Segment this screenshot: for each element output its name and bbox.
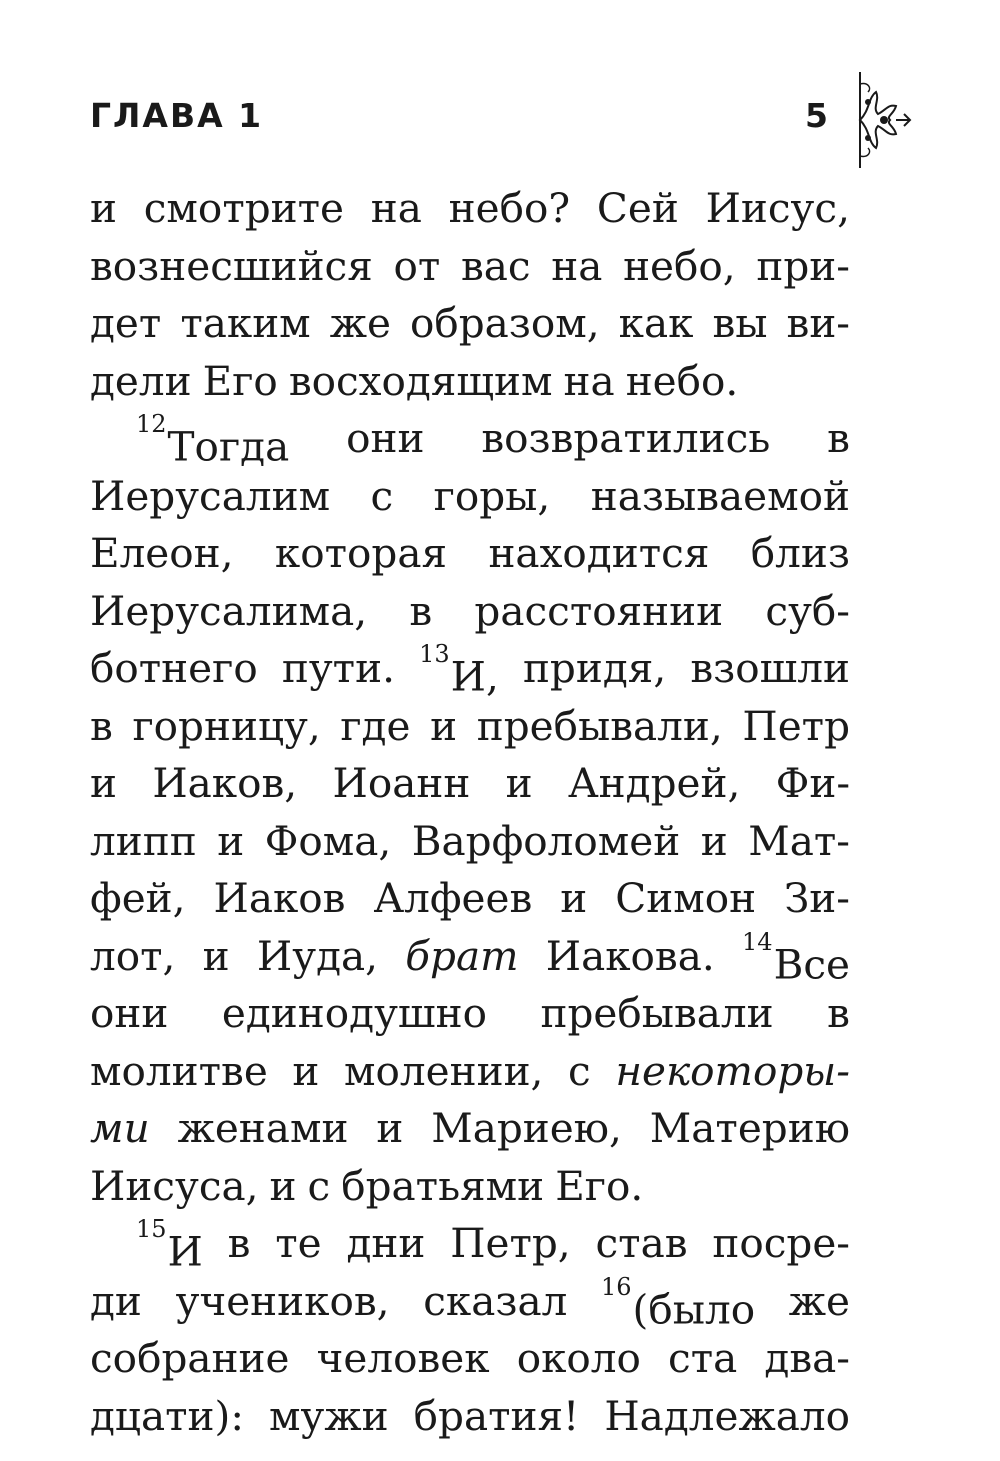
word xyxy=(517,1330,641,1388)
word-text: таким xyxy=(180,299,311,347)
word xyxy=(90,1043,268,1101)
word xyxy=(346,1215,425,1273)
verse-number: 12 xyxy=(136,410,167,438)
word-text: Андрей, xyxy=(568,759,741,807)
word xyxy=(132,698,320,756)
word xyxy=(330,295,391,353)
word xyxy=(410,295,600,353)
word xyxy=(560,870,587,928)
word-text: дели xyxy=(90,356,192,405)
word xyxy=(615,870,756,928)
word-text: лот, xyxy=(90,931,176,980)
word xyxy=(546,928,715,986)
word xyxy=(90,468,330,526)
word xyxy=(341,1158,544,1216)
word-text: Сей xyxy=(596,184,679,232)
word-text: Иаков xyxy=(213,874,346,922)
word-text: Алфеев xyxy=(373,874,533,922)
word xyxy=(474,583,723,641)
word xyxy=(90,928,175,986)
word xyxy=(90,525,234,583)
text-line xyxy=(90,353,850,411)
word xyxy=(344,1043,543,1101)
chapter-title: ГЛАВА 1 xyxy=(90,96,264,135)
word xyxy=(481,410,770,468)
word-text: в xyxy=(227,1219,251,1267)
word xyxy=(756,238,850,296)
page-number: 5 xyxy=(805,96,830,135)
word xyxy=(180,295,310,353)
word-text: пребывали, xyxy=(476,701,723,750)
word-text: Зи- xyxy=(784,874,850,922)
word xyxy=(597,180,679,238)
word-text: же xyxy=(788,1276,850,1325)
word xyxy=(90,1273,142,1331)
word-text: называемой xyxy=(590,471,850,520)
word-text: два- xyxy=(764,1334,850,1382)
word xyxy=(214,870,346,928)
word-text: брат xyxy=(405,931,519,980)
word-text: где xyxy=(340,701,411,750)
word-text: дни xyxy=(346,1219,426,1267)
word-text: горы, xyxy=(433,471,551,520)
word-text: Материю xyxy=(649,1104,850,1152)
word xyxy=(292,1043,319,1101)
word-text: те xyxy=(275,1219,322,1267)
word xyxy=(275,525,447,583)
word-text: как xyxy=(618,299,694,347)
word-text: и xyxy=(269,1161,297,1210)
word xyxy=(742,698,850,756)
word-text: восходящим xyxy=(288,356,553,405)
word-text: ста xyxy=(668,1334,738,1382)
word xyxy=(776,755,850,813)
text-line xyxy=(90,1273,850,1331)
word-text: ди xyxy=(90,1276,142,1325)
word xyxy=(289,353,553,411)
word xyxy=(601,1273,755,1331)
word-text: мужи xyxy=(269,1391,389,1440)
word-text: Мат- xyxy=(748,816,850,865)
word-text: и xyxy=(202,931,230,980)
word-text: и xyxy=(292,1046,320,1095)
word xyxy=(90,1388,244,1446)
text-line xyxy=(90,928,850,986)
word xyxy=(419,640,499,701)
word-text: пребывали xyxy=(540,989,774,1037)
word xyxy=(595,1215,687,1273)
word-text: Иерусалим xyxy=(90,471,331,520)
text-line xyxy=(90,985,850,1043)
word-text: некоторы- xyxy=(615,1046,850,1095)
word xyxy=(742,928,850,986)
text-line xyxy=(90,238,850,296)
word-text: Все xyxy=(773,940,850,988)
word-text: Иерусалима, xyxy=(90,586,368,635)
word-text: находится xyxy=(488,529,710,577)
word xyxy=(827,410,850,468)
word-text: на xyxy=(563,356,615,405)
word xyxy=(333,755,471,813)
word-text: молении, xyxy=(344,1046,544,1095)
word-text: ми xyxy=(90,1104,150,1152)
word xyxy=(203,353,278,411)
word-text: в xyxy=(409,586,433,635)
word-text: Тогда xyxy=(167,422,290,471)
word-text: небо? xyxy=(448,184,571,232)
text-line xyxy=(90,870,850,928)
verse-number: 14 xyxy=(742,927,773,956)
word xyxy=(650,1100,850,1158)
word xyxy=(748,813,850,871)
word xyxy=(615,1043,850,1101)
word xyxy=(176,1273,390,1331)
word-text: небо. xyxy=(625,356,739,405)
word-text: около xyxy=(516,1334,641,1382)
word-text: близ xyxy=(750,529,850,577)
word-text: учеников, xyxy=(175,1276,390,1325)
word xyxy=(257,928,378,986)
word-text: с xyxy=(568,1046,591,1095)
word xyxy=(270,1158,297,1216)
word xyxy=(90,640,258,698)
word-text: вас xyxy=(460,241,531,290)
word-text: взошли xyxy=(690,644,850,692)
word xyxy=(623,238,736,296)
word-text: суб- xyxy=(765,586,850,635)
word xyxy=(712,295,767,353)
text-line xyxy=(90,755,850,813)
text-line xyxy=(90,468,850,526)
word xyxy=(405,928,518,986)
word xyxy=(540,985,773,1043)
word xyxy=(701,813,728,871)
word xyxy=(90,295,161,353)
word xyxy=(523,640,666,698)
word-text: и xyxy=(217,816,245,865)
text-line xyxy=(90,1330,850,1388)
word xyxy=(477,698,723,756)
word xyxy=(90,353,192,411)
word-text: с xyxy=(307,1161,331,1210)
text-line xyxy=(90,295,850,353)
word xyxy=(90,1158,259,1216)
word-text: фей, xyxy=(90,874,186,922)
word xyxy=(551,238,602,296)
word xyxy=(461,238,531,296)
word xyxy=(178,1100,349,1158)
word xyxy=(564,353,615,411)
word xyxy=(784,870,850,928)
word-text: Петр, xyxy=(450,1219,571,1267)
word-text: И, xyxy=(450,652,499,701)
word-text: в xyxy=(827,414,850,462)
word xyxy=(282,640,395,698)
word xyxy=(136,1215,203,1276)
word-text: на xyxy=(370,184,422,232)
word xyxy=(712,1215,850,1273)
word-text: ви- xyxy=(786,299,850,347)
text-line xyxy=(90,180,850,238)
word xyxy=(488,525,709,583)
word xyxy=(787,295,850,353)
word-text: став xyxy=(595,1219,688,1267)
word-text: Иаков, xyxy=(152,759,298,807)
word xyxy=(393,238,440,296)
word-text: посре- xyxy=(712,1219,850,1267)
word xyxy=(90,813,197,871)
verse-number: 16 xyxy=(601,1272,632,1301)
word-text: братия! xyxy=(413,1391,580,1440)
word xyxy=(619,295,694,353)
word-text: и xyxy=(430,701,458,750)
word xyxy=(90,1330,289,1388)
word-text: смотрите xyxy=(143,184,345,232)
word-text: Его. xyxy=(555,1161,644,1210)
word-text: они xyxy=(346,414,425,462)
text-line xyxy=(90,1043,850,1101)
word xyxy=(90,180,117,238)
word-text: от xyxy=(393,241,441,290)
word-text: сказал xyxy=(423,1276,568,1325)
word-text: при- xyxy=(756,241,850,290)
word xyxy=(90,755,117,813)
word xyxy=(269,1388,389,1446)
word-text: которая xyxy=(274,529,448,577)
word xyxy=(222,985,487,1043)
text-line xyxy=(90,698,850,756)
word-text: же xyxy=(329,299,391,347)
word-text: они xyxy=(90,989,169,1037)
word xyxy=(144,180,344,238)
word-text: вознесшийся xyxy=(90,241,373,290)
word-text: Фома, xyxy=(264,816,392,865)
word xyxy=(434,468,551,526)
word-text: и xyxy=(90,759,117,807)
word xyxy=(450,1215,571,1273)
word-text: в xyxy=(90,701,113,750)
word xyxy=(203,928,230,986)
word-text: Симон xyxy=(615,874,757,922)
body-text xyxy=(90,180,850,1445)
word xyxy=(373,870,532,928)
word-text: Иуда, xyxy=(256,931,379,980)
word-text: и xyxy=(90,184,117,232)
word xyxy=(668,1330,737,1388)
word-text: Иисус, xyxy=(705,184,850,232)
word xyxy=(568,755,740,813)
word-text: братьями xyxy=(341,1161,545,1210)
word xyxy=(604,1388,850,1446)
word-text: Его xyxy=(202,356,278,405)
word-text: Фи- xyxy=(775,759,850,807)
word xyxy=(346,410,424,468)
text-line xyxy=(90,1100,850,1158)
word xyxy=(90,1100,150,1158)
word-text: Петр xyxy=(742,701,850,750)
word xyxy=(430,698,457,756)
word-text: Елеон, xyxy=(90,529,234,577)
word-text: небо, xyxy=(623,241,736,290)
verse-number: 13 xyxy=(419,640,450,668)
word-text: дет xyxy=(90,299,162,347)
text-line xyxy=(90,583,850,641)
word-text: молитве xyxy=(90,1046,268,1095)
word-text: на xyxy=(551,241,603,290)
word xyxy=(626,353,739,411)
word xyxy=(90,698,113,756)
verse-number: 15 xyxy=(136,1215,167,1243)
text-line xyxy=(90,640,850,701)
word xyxy=(765,583,850,641)
word-text: дцати): xyxy=(90,1391,244,1440)
word xyxy=(409,583,432,641)
word-text: Иоанн xyxy=(332,759,471,807)
word-text: и xyxy=(700,816,728,865)
word-text: единодушно xyxy=(221,989,487,1037)
text-line xyxy=(90,410,850,471)
word xyxy=(591,468,850,526)
word xyxy=(228,1215,251,1273)
word xyxy=(90,870,186,928)
word-text: вы xyxy=(712,299,768,347)
word-text: в xyxy=(827,989,850,1037)
word xyxy=(827,985,850,1043)
word-text: Варфоломей xyxy=(411,816,681,865)
word xyxy=(275,1215,321,1273)
word xyxy=(706,180,850,238)
word xyxy=(90,238,373,296)
word-text: Надлежало xyxy=(604,1391,850,1440)
word-text: образом, xyxy=(409,299,600,347)
word xyxy=(568,1043,591,1101)
word-text: Мариею, xyxy=(431,1104,622,1152)
word-text: и xyxy=(560,874,588,922)
word-text: с xyxy=(370,471,394,520)
word xyxy=(449,180,570,238)
word-text: ботнего xyxy=(90,644,258,692)
word-text: пути. xyxy=(281,644,395,692)
text-line xyxy=(90,1215,850,1276)
word xyxy=(789,1273,850,1331)
word xyxy=(751,525,850,583)
word-text: и xyxy=(376,1104,404,1152)
text-line xyxy=(90,1388,850,1446)
word xyxy=(265,813,392,871)
word xyxy=(136,410,290,471)
word-text: возвратились xyxy=(481,414,771,462)
word xyxy=(414,1388,580,1446)
word xyxy=(555,1158,643,1216)
word xyxy=(506,755,533,813)
word xyxy=(317,1330,490,1388)
fleuron-ornament-icon xyxy=(854,70,914,170)
word xyxy=(90,583,367,641)
word xyxy=(371,180,422,238)
word xyxy=(340,698,410,756)
word-text: и xyxy=(505,759,533,807)
word-text: собрание xyxy=(90,1334,290,1382)
word xyxy=(217,813,244,871)
word-text: (было xyxy=(632,1285,756,1333)
word xyxy=(152,755,297,813)
word-text: Иисуса, xyxy=(90,1161,259,1210)
word-text: И xyxy=(167,1227,203,1276)
word-text: Иакова. xyxy=(545,931,715,980)
text-line xyxy=(90,1158,850,1216)
word xyxy=(412,813,681,871)
word xyxy=(423,1273,567,1331)
word xyxy=(431,1100,622,1158)
word-text: придя, xyxy=(522,644,667,692)
word xyxy=(308,1158,331,1216)
text-line xyxy=(90,525,850,583)
word xyxy=(371,468,394,526)
word xyxy=(764,1330,850,1388)
word-text: горницу, xyxy=(132,701,321,750)
word-text: расстоянии xyxy=(474,586,724,635)
word-text: женами xyxy=(177,1104,349,1152)
word-text: человек xyxy=(316,1334,490,1382)
word xyxy=(376,1100,403,1158)
word xyxy=(690,640,850,698)
running-head xyxy=(90,96,830,156)
text-line xyxy=(90,813,850,871)
word xyxy=(90,985,168,1043)
word-text: липп xyxy=(90,816,197,865)
